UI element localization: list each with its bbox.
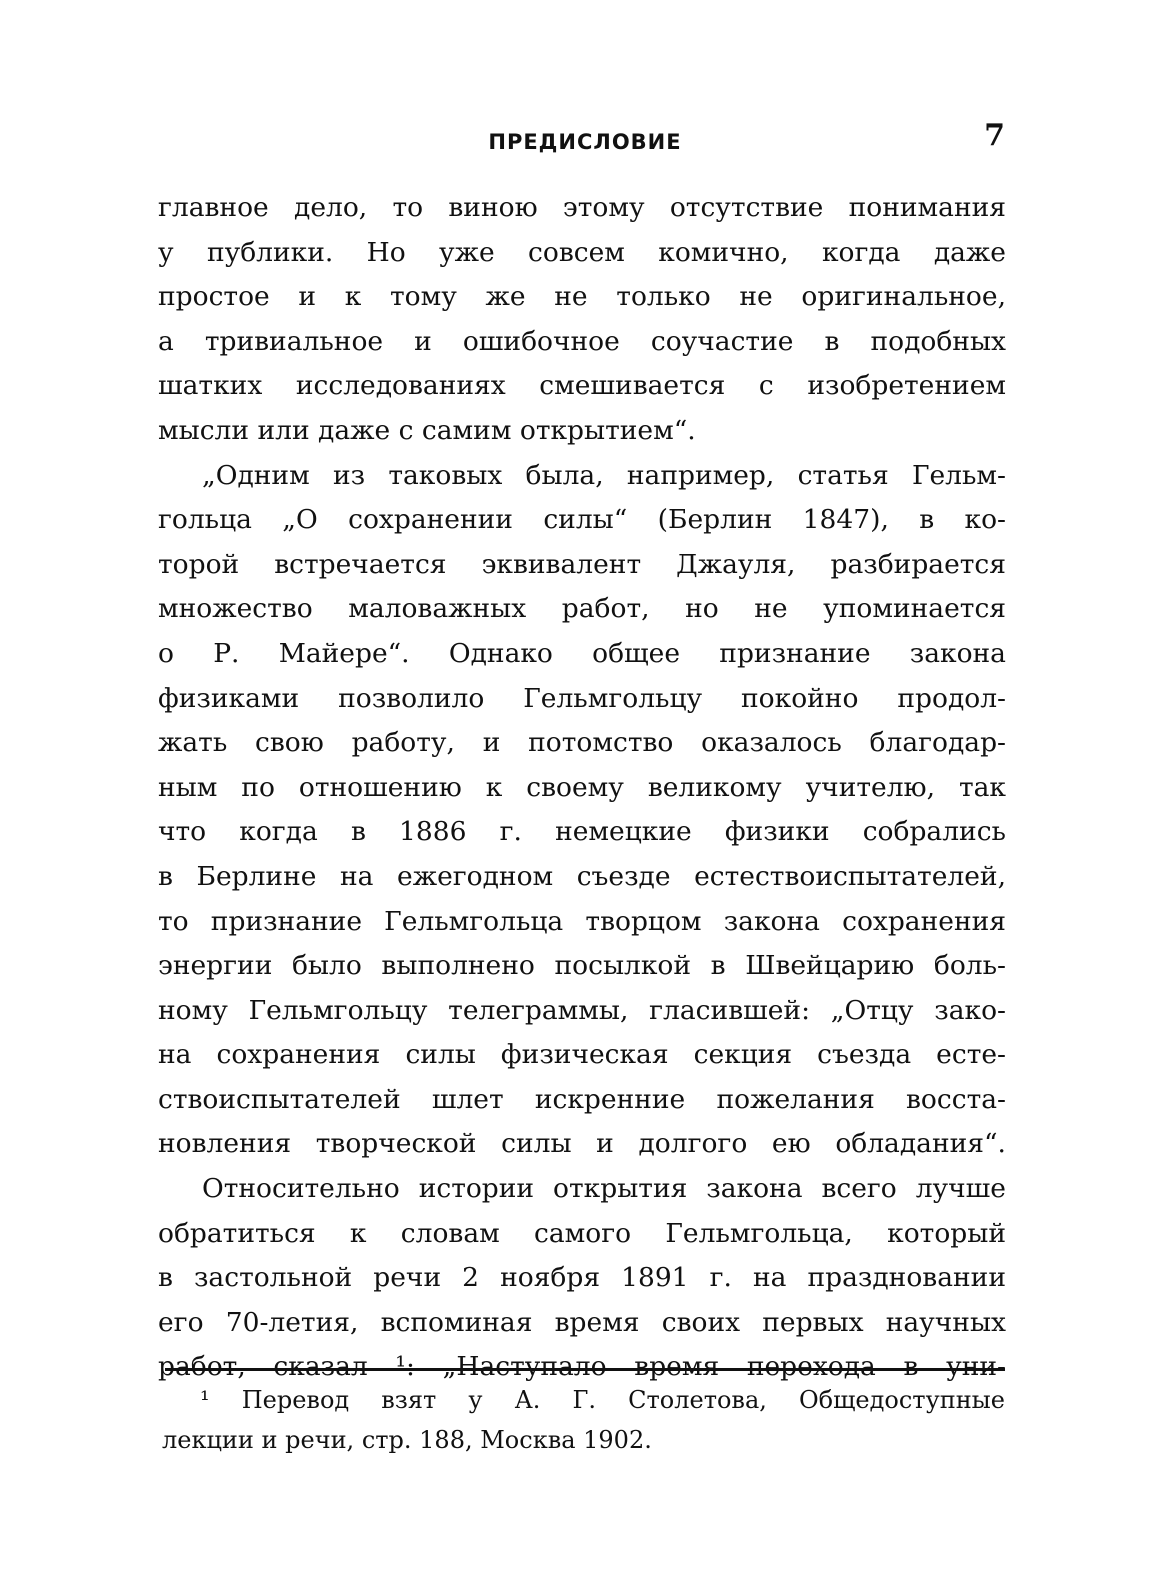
text-line: а тривиальное и ошибочное соучастие в подобных	[158, 325, 1006, 357]
running-head	[165, 118, 1005, 166]
text-line: в застольной речи 2 ноября 1891 г. на праздновании	[158, 1262, 1006, 1294]
footnote-line: ¹ Перевод взят у А. Г. Столетова, Общедоступные	[200, 1386, 1005, 1414]
text-line: ствоиспытателей шлет искренние пожелания восста-	[158, 1083, 1006, 1115]
footnote-line: лекции и речи, стр. 188, Москва 1902.	[162, 1426, 652, 1454]
text-line: о Р. Майере“. Однако общее признание закона	[158, 637, 1006, 669]
text-line: жать свою работу, и потомство оказалось благодар-	[158, 727, 1006, 759]
text-line: ным по отношению к своему великому учителю, так	[158, 771, 1006, 803]
text-line: торой встречается эквивалент Джауля, разбирается	[158, 548, 1006, 580]
text-line: то признание Гельмгольца творцом закона сохранения	[158, 905, 1006, 937]
footnote	[162, 1380, 1005, 1460]
body-text	[158, 186, 1006, 1390]
text-line: в Берлине на ежегодном съезде естествоиспытателей,	[158, 860, 1006, 892]
text-line: энергии было выполнено посылкой в Швейцарию боль-	[158, 950, 1006, 982]
text-line: простое и к тому же не только не оригинальное,	[158, 281, 1006, 313]
text-line: работ, сказал ¹: „Наступало время перехода в уни-	[158, 1351, 1006, 1383]
running-head-title: ПРЕДИСЛОВИЕ	[488, 130, 682, 154]
text-line: гольца „О сохранении силы“ (Берлин 1847), в ко-	[158, 504, 1006, 536]
text-line: что когда в 1886 г. немецкие физики собрались	[158, 816, 1006, 848]
text-line: „Одним из таковых была, например, статья Гельм-	[202, 459, 1006, 491]
text-line: мысли или даже с самим открытием“.	[158, 414, 696, 446]
text-line: у публики. Но уже совсем комично, когда даже	[158, 236, 1006, 268]
text-line: множество маловажных работ, но не упоминается	[158, 593, 1006, 625]
page-number: 7	[984, 118, 1005, 153]
text-line: ному Гельмгольцу телеграммы, гласившей: „Отцу зако-	[158, 994, 1006, 1026]
text-line: Относительно истории открытия закона всего лучше	[202, 1173, 1006, 1205]
text-line: на сохранения силы физическая секция съезда есте-	[158, 1039, 1006, 1071]
footnote-rule	[165, 1368, 1005, 1371]
text-line: главное дело, то виною этому отсутствие понимания	[158, 192, 1006, 223]
text-line: физиками позволило Гельмгольцу покойно продол-	[158, 682, 1006, 714]
text-line: новления творческой силы и долгого ею обладания“.	[158, 1128, 1006, 1160]
text-line: его 70-летия, вспоминая время своих первых научных	[158, 1306, 1006, 1338]
text-line: обратиться к словам самого Гельмгольца, который	[158, 1217, 1006, 1249]
text-line: шатких исследованиях смешивается с изобретением	[158, 370, 1006, 402]
